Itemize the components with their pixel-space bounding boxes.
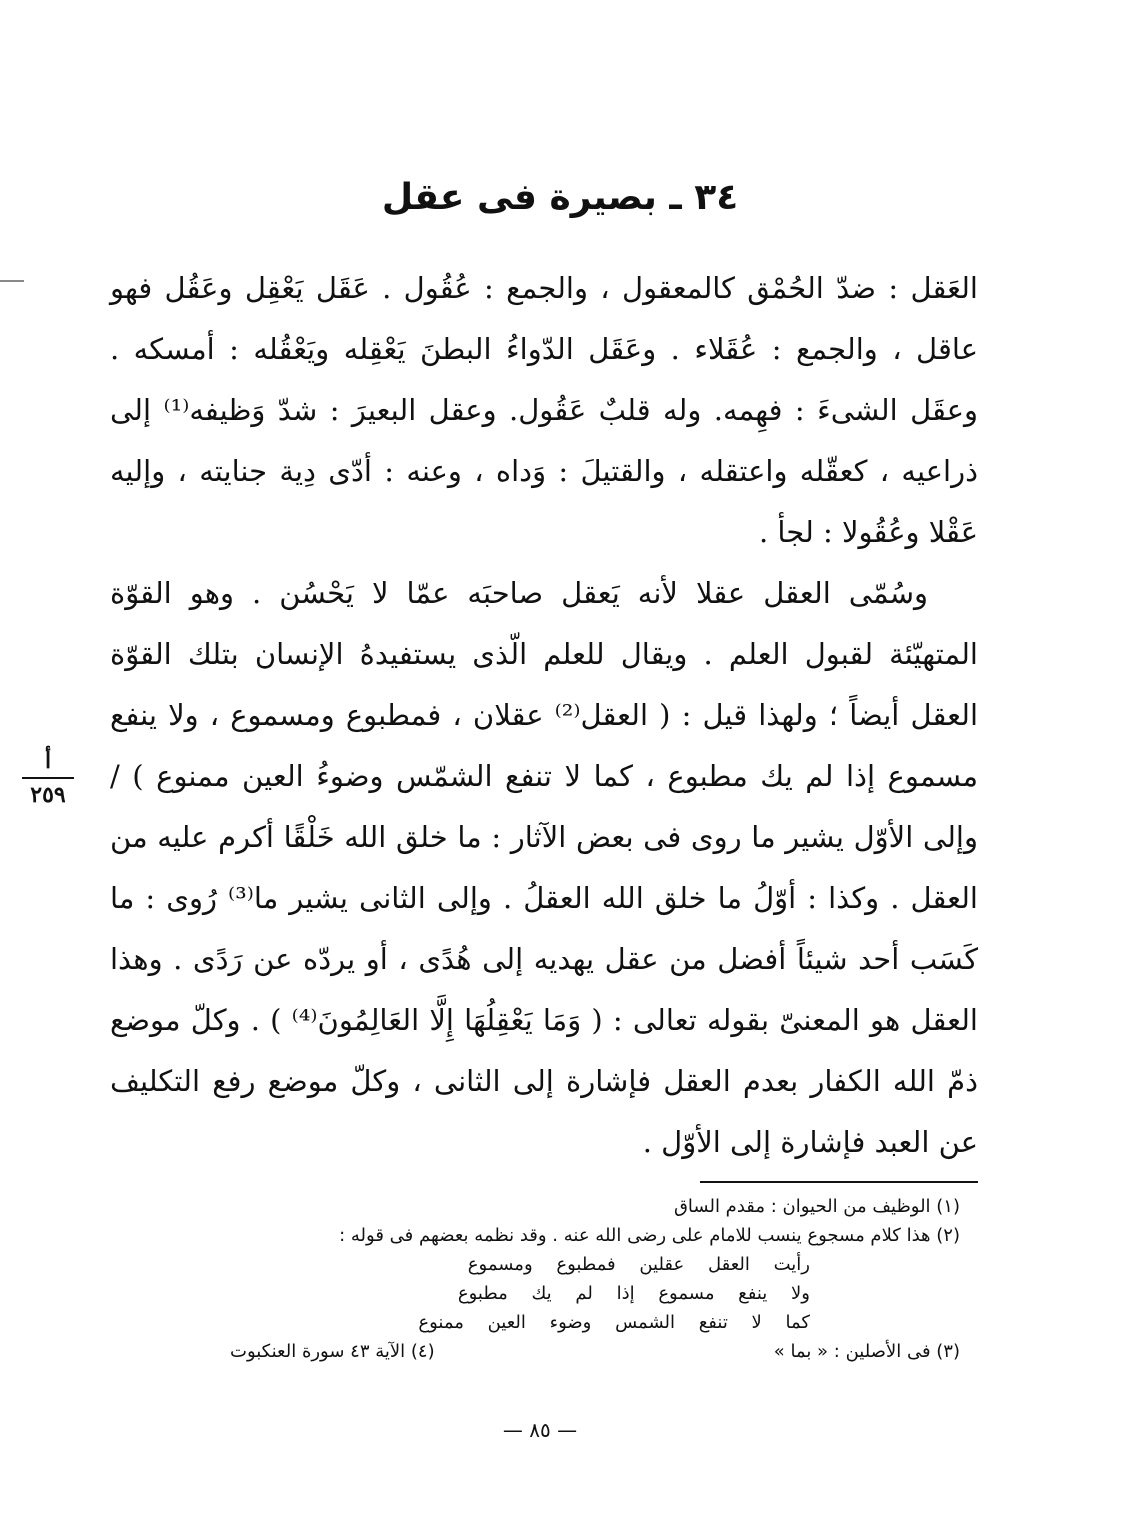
footnotes bbox=[230, 1192, 960, 1366]
main-text bbox=[110, 258, 978, 1173]
page-number: — ٨٥ — bbox=[502, 1418, 578, 1442]
footnote-2: (٢) هذا كلام مسجوع ينسب للامام على رضى الله عنه . وقد نظمه بعضهم فى قوله : bbox=[339, 1225, 960, 1246]
footnote-row bbox=[230, 1337, 960, 1366]
scan-edge-mark bbox=[0, 280, 24, 282]
footnote-3: (٣) فى الأصلين : « بما » bbox=[773, 1341, 960, 1362]
footnote-verse: رأيت العقل عقلين فمطبوع ومسموع bbox=[467, 1254, 810, 1275]
paragraph: العَقل : ضدّ الحُمْق كالمعقول ، والجمع : عُقُول . عَقَل يَعْقِل وعَقُل فهو عاقل ، والجمع : عُقَلاء . وعَقَل الدّواءُ البطنَ يَعْقِله ويَعْقُله : أمسكه . وعقَل الشىءَ : فهِمه. وله قلبٌ عَقُول. وعقل البعيرَ : شدّ وَظيفه⁽¹⁾ إلى ذراعيه ، كعقّله واعتقله ، والقتيلَ : وَداه ، وعنه : أدّى دِية جنايته ، وإليه عَقْلا وعُقُولا : لجأ . bbox=[110, 271, 979, 549]
margin-folio-number: ٢٥٩ bbox=[30, 782, 66, 808]
footnote-divider bbox=[700, 1181, 978, 1183]
footnote-verse: كما لا تنفع الشمس وضوء العين ممنوع bbox=[418, 1312, 810, 1333]
footnote-verse: ولا ينفع مسموع إذا لم يك مطبوع bbox=[457, 1283, 810, 1304]
page-title: ٣٤ ـ بصيرة فى عقل bbox=[381, 177, 739, 218]
margin-folio-note bbox=[18, 748, 78, 808]
margin-folio-rule bbox=[22, 777, 74, 779]
footnote-1: (١) الوظيف من الحيوان : مقدم الساق bbox=[673, 1196, 960, 1217]
margin-folio-letter: أ bbox=[44, 748, 52, 774]
footnote-4: (٤) الآية ٤٣ سورة العنكبوت bbox=[230, 1341, 435, 1362]
paragraph: وسُمّى العقل عقلا لأنه يَعقل صاحبَه عمّا لا يَحْسُن . وهو القوّة المتهيّئة لقبول العلم . ويقال للعلم الّذى يستفيدهُ الإنسان بتلك القوّة العقل أيضاً ؛ ولهذا قيل : ( العقل⁽²⁾ عقلان ، فمطبوع ومسموع ، ولا ينفع مسموع إذا لم يك مطبوع ، كما لا تنفع الشمّس وضوءُ العين ممنوع ) / وإلى الأوّل يشير ما روى فى بعض الآثار : ما خلق الله خَلْقًا أكرم عليه من العقل . وكذا : أوّلُ ما خلق الله العقلُ . وإلى الثانى يشير ما⁽³⁾ رُوى : ما كَسَب أحد شيئاً أفضل من عقل يهديه إلى هُدًى ، أو يردّه عن رَدًى . وهذا العقل هو المعنىّ بقوله تعالى : ( وَمَا يَعْقِلُهَا إِلَّا العَالِمُونَ⁽⁴⁾ ) . وكلّ موضع ذمّ الله الكفار بعدم العقل فإشارة إلى الثانى ، وكلّ موضع رفع التكليف عن العبد فإشارة إلى الأوّل . bbox=[110, 576, 978, 1159]
